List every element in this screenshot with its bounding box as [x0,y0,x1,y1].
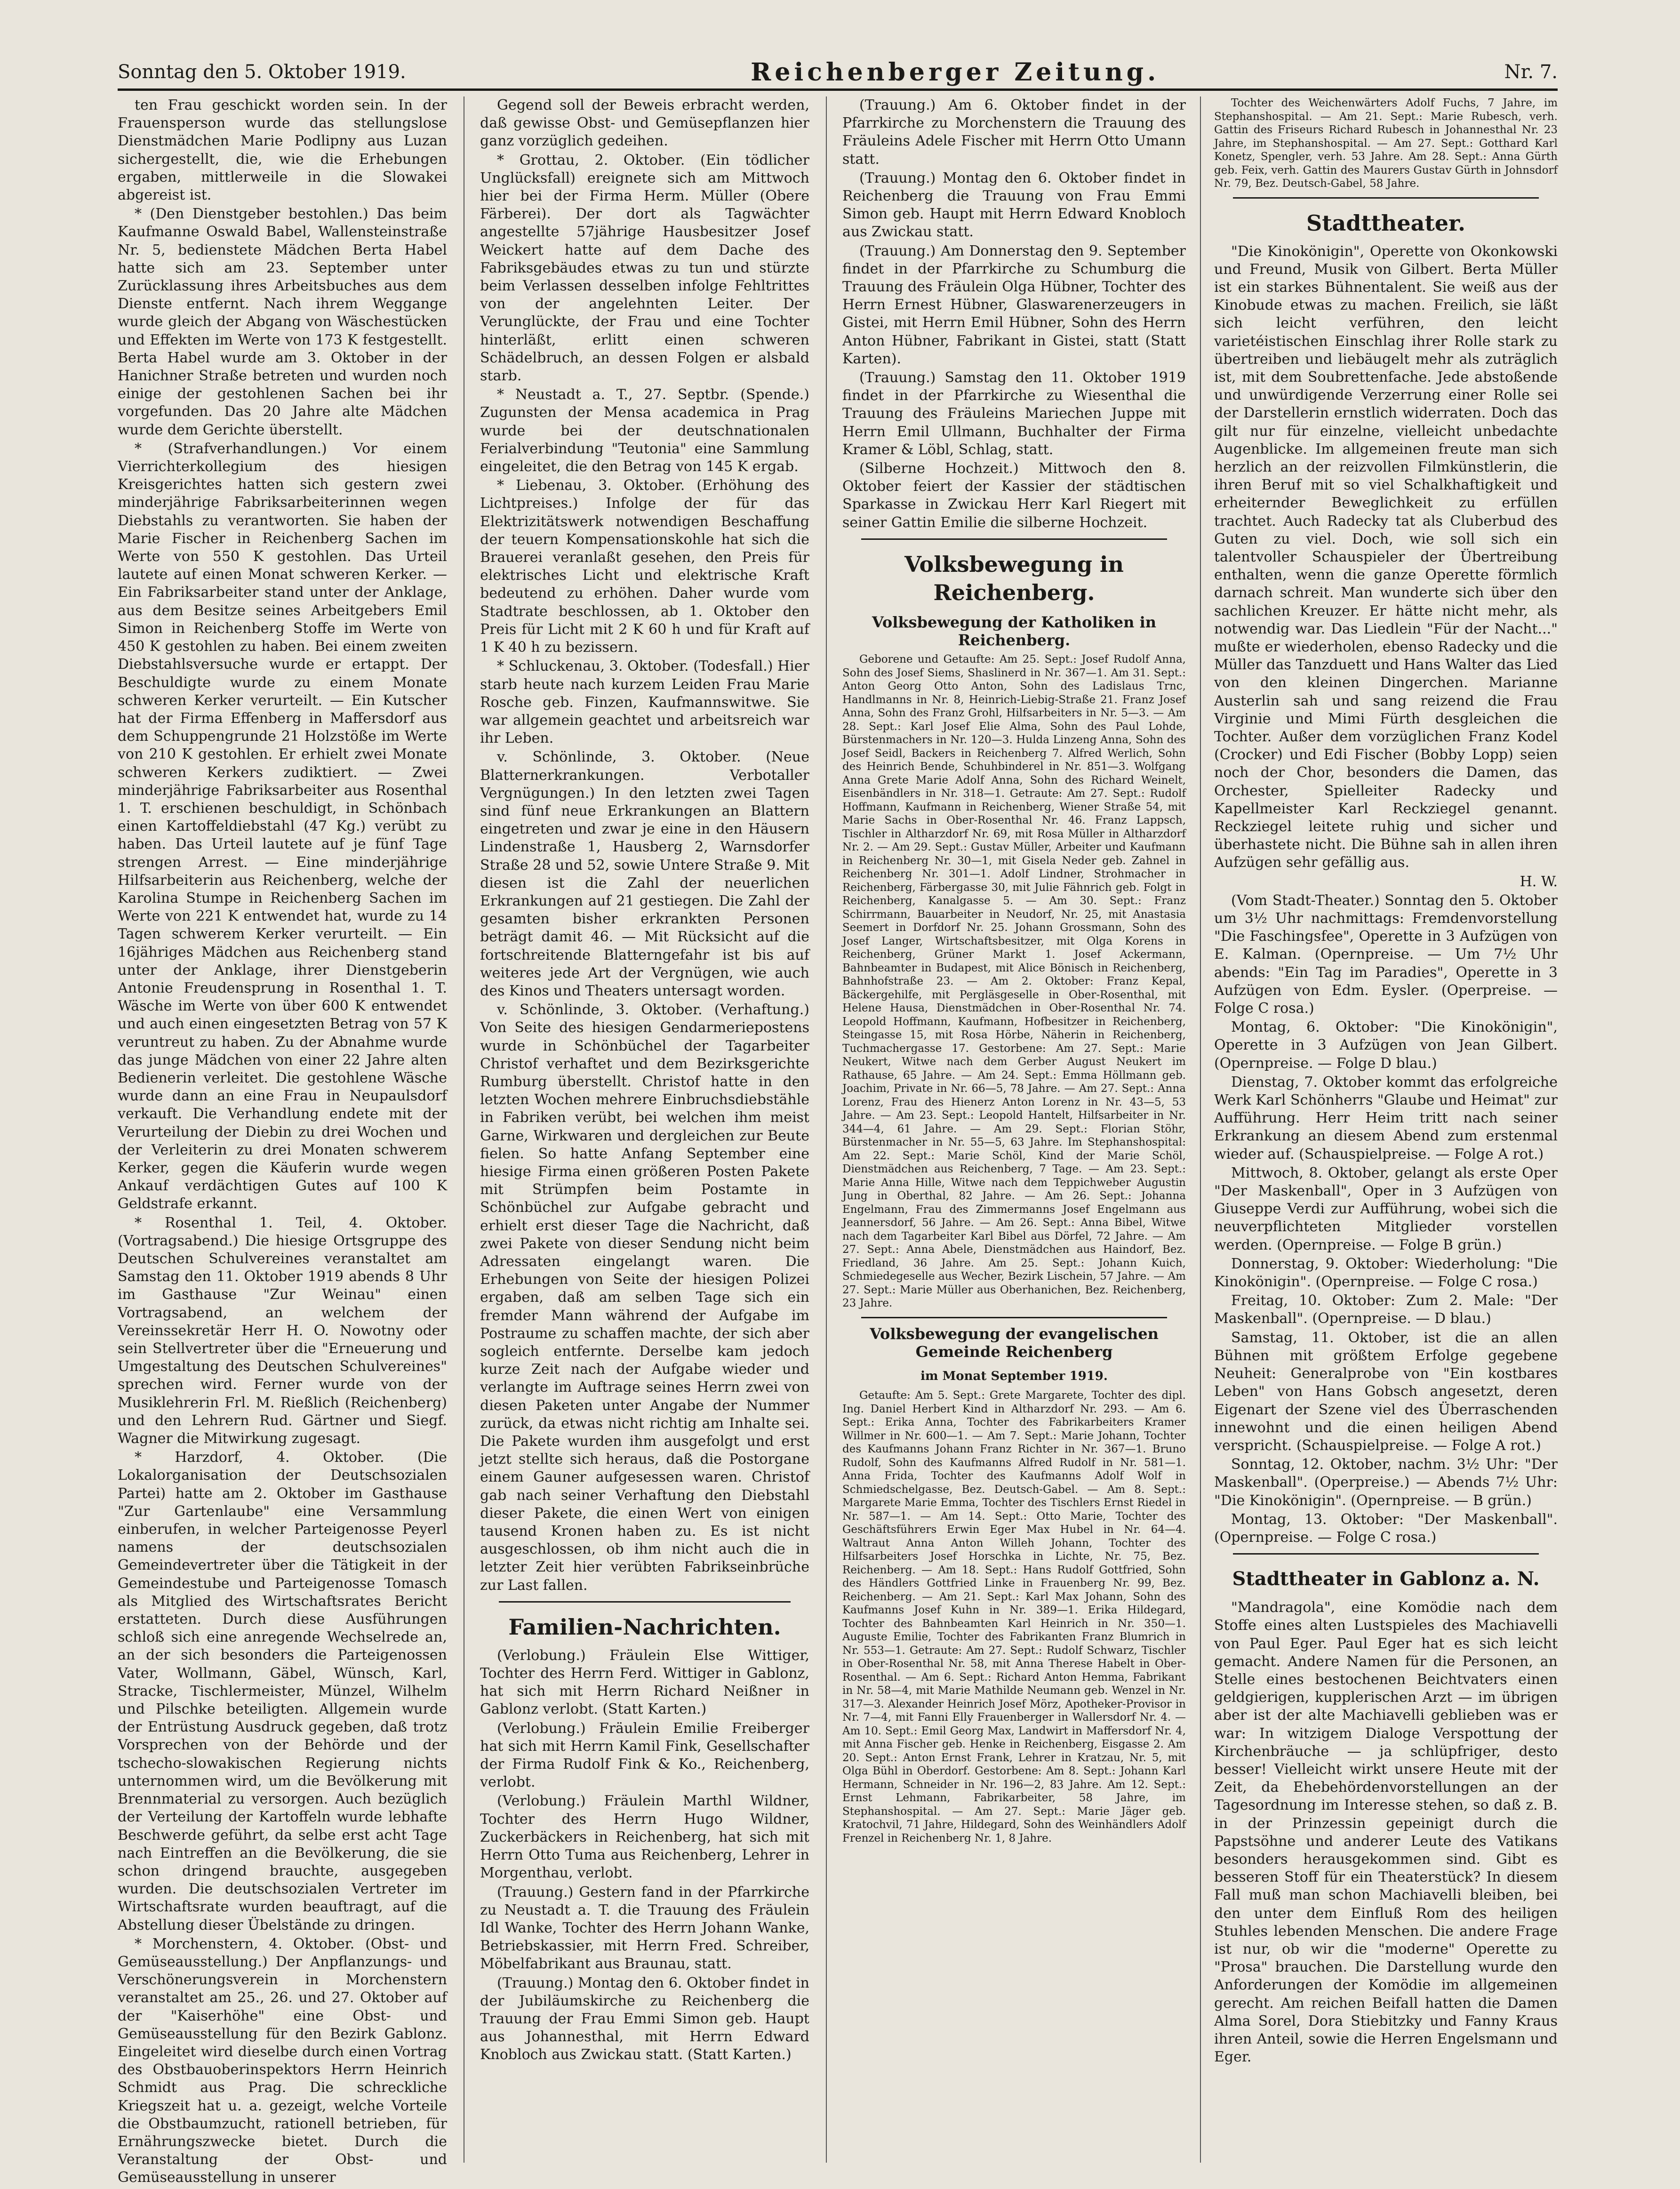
columns [118,96,1558,2186]
review-signature: H. W. [1520,873,1558,890]
theater-program-item: Dienstag, 7. Oktober kommt das erfolgreiche Werk Karl Schönherrs "Glaube und Heimat" zur Aufführung. Herr Heim tritt nach seiner Erkrankung an diesem Abend zum erstenmal wieder auf. (Schauspielpreise. — Folge A rot.) [1214,1074,1558,1163]
article-paragraph: v. Schönlinde, 3. Oktober. (Neue Blatternerkrankungen. Verbotaller Vergnügungen.) In den letzten zwei Tagen sind fünf neue Erkrankungen an Blattern eingetreten und zwar je eine in den Häusern Lindenstraße 1, Hausberg 2, Warnsdorfer Straße 28 und 52, sowie Untere Straße 9. Mit diesen ist die Zahl der neuerlichen Erkrankungen auf 21 gestiegen. Die Zahl der gesamten bisher erkrankten Personen beträgt damit 46. — Mit Rücksicht auf die fortschreitende Blatterngefahr ist bis auf weiteres jede Art der Vergnügen, wie auch des Kinos und Theaters untersagt worden. [480,749,809,999]
family-notice: (Verlobung.) Fräulein Marthl Wildner, Tochter des Herrn Hugo Wildner, Zuckerbäckers in Reichenberg, hat sich mit Herrn Otto Tuma aus Reichenberg, Lehrer in Morgenthau, verlobt. [480,1793,809,1882]
theater-program-item: Sonntag, 12. Oktober, nachm. 3½ Uhr: "Der Maskenball". (Operpreise.) — Abends 7½ Uhr: "Die Kinokönigin". (Opernpreise. — B grün.) [1214,1456,1558,1509]
article-paragraph: * Liebenau, 3. Oktober. (Erhöhung des Lichtpreises.) Infolge der für das Elektrizitätswerk notwendigen Beschaffung der teuern Kompensationskohle hat sich die Brauerei veranlaßt gesehen, den Preis für elektrisches Licht und elektrische Kraft bedeutend zu erhöhen. Daher wurde vom Stadtrate beschlossen, ab 1. Oktober den Preis für Licht mit 2 K 60 h und für Kraft auf 1 K 40 h zu bezissern. [480,477,809,656]
page-number: Nr. 7. [1504,61,1558,83]
gablonz-review: "Mandragola", eine Komödie nach dem Stoffe eines alten Lustspieles des Machiavelli von Paul Eger. Paul Eger hat es sich leicht gemacht. Andere Namen für die Personen, an Stelle eines bestochenen Beichtvaters einen geldgierigen, kupplerischen Arzt — im übrigen aber ist der alte Machiavelli geblieben was er war: In witzigem Dialoge Verspottung der Kirchenbräuche — ja schlüpfriger, desto besser! Vielleicht wirkt unsere Heute mit der Zeit, da Ehebehördenvorstellungen an der Tagesordnung im Interesse stehen, so daß z. B. in der Prinzessin gepeinigt durch die Papstsöhne und anderer Leute des Vatikans besonders herausgekommen sind. Gibt es besseren Stoff für ein Theaterstück? In diesem Fall muß man schon Machiavelli bleiben, bei den unter dem Einfluß Rom des heiligen Stuhles lebenden Menschen. Die andere Frage ist nur, ob wir die "moderne" Operette zu "Prosa" brauchen. Die Darstellung wurde den Anforderungen der Komödie im allgemeinen gerecht. Am reichen Beifall hatten die Damen Alma Sorel, Dora Stiebitzky und Fanny Kraus ihren Anteil, sowie die Herren Engelsmann und Eger. [1214,1599,1558,2066]
header-date: Sonntag den 5. Oktober 1919. [118,61,406,83]
article-paragraph: Gegend soll der Beweis erbracht werden, daß gewisse Obst- und Gemüsepflanzen hier ganz vorzüglich gedeihen. [480,97,809,150]
theater-program-item: Montag, 13. Oktober: "Der Maskenball". (Opernpreise. — Folge C rosa.) [1214,1511,1558,1546]
theater-program-item: (Vom Stadt-Theater.) Sonntag den 5. Oktober um 3½ Uhr nachmittags: Fremdenvorstellung "Die Faschingsfee", Operette in 3 Aufzügen von E. Kalman. (Opernpreise. — Um 7½ Uhr abends: "Ein Tag im Paradies", Operette in 3 Aufzügen von Edm. Eysler. (Operpreise. — Folge C rosa.) [1214,892,1558,1017]
article-paragraph: * Harzdorf, 4. Oktober. (Die Lokalorganisation der Deutschsozialen Partei) hatte am 2. Oktober im Gasthause "Zur Gartenlaube" eine Versammlung einberufen, in welcher Parteigenosse Peyerl namens der deutschsozialen Gemeindevertreter über die Tätigkeit in der Gemeindestube und Parteigenosse Tomasch als Mitglied des Wirtschaftsrates Bericht erstatteten. Durch diese Ausführungen schloß sich eine anregende Wechselrede an, an der sich besonders die Parteigenossen Vater, Wollmann, Gäbel, Wünsch, Karl, Stracke, Tischlermeister, Münzel, Wilhelm und Pilschke beteiligten. Allgemein wurde der Entrüstung Ausdruck gegeben, daß trotz Vorsprechen von der Behörde und der tschecho-slowakischen Regierung nichts unternommen wird, um die Bevölkerung mit Brennmaterial zu versorgen. Auch bezüglich der Verteilung der Kartoffeln wurde lebhafte Beschwerde geführt, da selbe erst acht Tage nach Eintreffen an die Bevölkerung, die sie schon dringend brauchte, ausgegeben wurden. Die deutschsozialen Vertreter im Wirtschaftsrate wurden beauftragt, auf die Abstellung dieser Übelstände zu dringen. [118,1449,447,1933]
evangelical-title: Volksbewegung der evangelischen Gemeinde Reichenberg [870,1324,1159,1361]
section-divider [861,1317,1167,1318]
article-paragraph: * Morchenstern, 4. Oktober. (Obst- und Gemüseausstellung.) Der Anpflanzungs- und Verschönerungsverein in Morchenstern veranstaltet am 25., 26. und 27. Oktober auf der "Kaiserhöhe" eine Obst- und Gemüseausstellung für den Bezirk Gablonz. Eingeleitet wird dieselbe durch einen Vortrag des Obstbauoberinspektors Herrn Heinrich Schmidt aus Prag. Die schreckliche Kriegszeit hat u. a. gezeigt, welche Vorteile die Obstbaumzucht, rationell betrieben, für Ernährungszwecke bietet. Durch die Veranstaltung der Obst- und Gemüseausstellung in unserer [118,1935,447,2186]
column-4 [1214,96,1558,2167]
article-paragraph: * (Strafverhandlungen.) Vor einem Vierrichterkollegium des hiesigen Kreisgerichtes hatten sich gestern zwei minderjährige Fabriksarbeiterinnen wegen Diebstahls zu verantworten. Sie haben der Marie Fischer in Reichenberg Sachen im Werte von 550 K gestohlen. Das Urteil lautete auf einen Monat schweren Kerker. — Ein Fabriksarbeiter stand unter der Anklage, aus dem Besitze seines Arbeitgebers Emil Simon in Reichenberg Stoffe im Werte von 450 K gestohlen zu haben. Bei einem zweiten Diebstahlsversuche wurde er ertappt. Der Beschuldigte wurde zu einem Monate schweren Kerker verurteilt. — Ein Kutscher hat der Firma Effenberg in Maffersdorf aus dem Schuppengrunde 21 Holzstöße im Werte von 210 K gestohlen. Er erhielt zwei Monate schweren Kerkers zudiktiert. — Zwei minderjährige Fabriksarbeiter aus Rosenthal 1. T. erschienen beschuldigt, in Schönbach einen Kartoffeldiebstahl (47 Kg.) verübt zu haben. Das Urteil lautete auf je fünf Tage strengen Arrest. — Eine minderjährige Hilfsarbeiterin aus Reichenberg, welche der Karolina Stumpe in Reichenberg Sachen im Werte von 221 K entwendet hat, wurde zu 14 Tagen schwerem Kerker verurteilt. — Ein 16jähriges Mädchen aus Reichenberg stand unter der Anklage, ihrer Dienstgeberin Antonie Freudensprung in Rosenthal 1. T. Wäsche im Werte von über 600 K entwendet und auch einen eingesetzten Betrag von 57 K veruntreut zu haben. Zu der Abnahme wurde das junge Mädchen von einer 22 Jahre alten Bedienerin verleitet. Die gestohlene Wäsche wurde dann an eine Frau in Neupaulsdorf verkauft. Die Verhandlung endete mit der Verurteilung der Diebin zu drei Wochen und der Verleiterin zu drei Monaten schwerem Kerker, gegen die Käuferin wurde wegen Ankauf verdächtigen Gutes auf 100 K Geldstrafe erkannt. [118,440,447,1212]
population-records: Geborene und Getaufte: Am 25. Sept.: Josef Rudolf Anna, Sohn des Josef Siems, Shaslinerd in Nr. 367—1. Am 31. Sept.: Anton Georg Otto Anton, Sohn des Ladislaus Trnc, Handlmanns in Nr. 8, Heinrich-Liebig-Straße 21. Franz Josef Anna, Sohn des Franz Grohl, Hilfsarbeiters in Nr. 5—3. — Am 28. Sept.: Karl Josef Elie Alma, Sohn des Paul Lohde, Bürstenmachers in Nr. 120—3. Hulda Linzeng Anna, Sohn des Josef Seidl, Backers in Reichenberg 7. Alfred Werlich, Sohn des Heinrich Bende, Schuhbinderel in Nr. 851—3. Wolfgang Anna Grete Marie Adolf Anna, Sohn des Richard Weinelt, Eisenbändlers in Nr. 318—1. Getraute: Am 27. Sept.: Rudolf Hoffmann, Kaufmann in Reichenberg, Wiener Straße 54, mit Marie Sachs in Ober-Rosenthal Nr. 46. Franz Lappsch, Tischler in Altharzdorf Nr. 69, mit Rosa Müller in Altharzdorf Nr. 2. — Am 29. Sept.: Gustav Müller, Arbeiter und Kaufmann in Reichenberg Nr. 30—1, mit Gisela Neder geb. Zahnel in Reichenberg Nr. 301—1. Adolf Lindner, Strohmacher in Reichenberg, Färbergasse 30, mit Julie Fähnrich geb. Folgt in Reichenberg, Kanalgasse 5. — Am 30. Sept.: Franz Schirrmann, Bauarbeiter in Neudorf, Nr. 25, mit Anastasia Seemert in Dorfdorf Nr. 25. Johann Grossmann, Sohn des Josef Langer, Wirtschaftsbesitzer, mit Olga Korens in Reichenberg, Grüner Markt 1. Josef Ackermann, Bahnbeamter in Budapest, mit Alice Bönisch in Reichenberg, Bahnhofstraße 23. — Am 2. Oktober: Franz Kepal, Bäckergehilfe, mit Pergläsgeselle in Ober-Rosenthal, mit Helene Hausa, Dienstmädchen in Ober-Rosenthal Nr. 74. Leopold Hoffmann, Kaufmann, Hofbesitzer in Reichenberg, Steingasse 15, mit Rosa Hörbe, Näherin in Reichenberg, Tuchmachergasse 17. Gestorbene: Am 27. Sept.: Marie Neukert, Witwe nach dem Gerber August Neukert im Rathause, 65 Jahre. — Am 24. Sept.: Emma Höllmann geb. Joachim, Private in Nr. 66—5, 78 Jahre. — Am 27. Sept.: Anna Lorenz, Frau des Hienerz Anton Lorenz in Nr. 43—5, 53 Jahre. — Am 23. Sept.: Leopold Hantelt, Hilfsarbeiter in Nr. 344—4, 61 Jahre. — Am 29. Sept.: Florian Stöhr, Bürstenmacher in Nr. 55—5, 63 Jahre. Im Stephanshospital: Am 22. Sept.: Marie Schöl, Kind der Marie Schöl, Dienstmädchen aus Reichenberg, 7 Tage. — Am 23. Sept.: Marie Anna Hille, Witwe nach dem Teppichweber Augustin Jung in Oberthal, 82 Jahre. — Am 26. Sept.: Johanna Engelmann, Frau des Zimmermanns Josef Engelmann aus Jeannersdorf, 56 Jahre. — Am 26. Sept.: Anna Bibel, Witwe nach dem Tagarbeiter Karl Bibel aus Dörfel, 72 Jahre. — Am 27. Sept.: Anna Abele, Dienstmädchen aus Haindorf, Bez. Friedland, 36 Jahre. Am 25. Sept.: Johann Kuich, Schmiedegeselle aus Wecher, Bezirk Lischein, 57 Jahre. — Am 27. Sept.: Marie Müller aus Oberhanichen, Bez. Reichenberg, 23 Jahre. [842,653,1186,1310]
article-paragraph: * (Den Dienstgeber bestohlen.) Das beim Kaufmanne Oswald Babel, Wallensteinstraße Nr. 5, bedienstete Mädchen Berta Habel hatte sich am 23. September unter Zurücklassung ihres Arbeitsbuches aus dem Dienste entfernt. Nach ihrem Weggange wurde gleich der Abgang von Wäschestücken und Effekten im Werte von 173 K festgestellt. Berta Habel wurde am 3. Oktober in der Hanichner Straße betreten und wurden noch einige der gestohlenen Sachen bei ihr vorgefunden. Das 20 Jahre alte Mädchen wurde dem Gerichte überstellt. [118,206,447,438]
column-2 [480,96,809,2167]
theater-program-item: Mittwoch, 8. Oktober, gelangt als erste Oper "Der Maskenball", Oper in 3 Aufzügen von Giuseppe Verdi zur Aufführung, wobei sich die neuverpflichteten Mitglieder vorstellen werden. (Opernpreise. — Folge B grün.) [1214,1164,1558,1253]
theater-review: "Die Kinokönigin", Operette von Okonkowski und Freund, Musik von Gilbert. Berta Müller ist ein starkes Bühnentalent. Sie weiß aus der Kinobude etwas zu machen. Freilich, sie läßt sich leicht verführen, den leicht varietéistischen Einschlag ihrer Rolle stark zu übertreiben und liebäugelt mehr als zuträglich ist, mit dem Soubrettenfache. Jede abstoßende und unwürdigende Verzerrung einer Rolle sei der Darstellerin ernstlich widerraten. Doch das gilt nur für einzelne, vielleicht unbedachte Augenblicke. Im allgemeinen freute man sich herzlich an der reizvollen Filmkünstlerin, die ihren Beruf mit so viel Schalkhaftigkeit und erheiternder Beweglichkeit zu erfüllen trachtet. Auch Radecky tat als Cluberbud des Guten zu viel. Doch, wie soll sich ein talentvoller Schauspieler der Übertreibung enthalten, wenn die ganze Operette förmlich darnach schreit. Man wunderte sich über den sachlichen Kreuzer. Er hätte nicht mehr, als notwendig war. Das Liedlein "Für der Nacht..." mußte er wiederholen, ebenso Radecky und die Müller das Tanzduett und Hans Walter das Lied von den kleinen Dingerchen. Marianne Austerlin sah und sang reizend die Frau Virginie und Mimi Fürth desgleichen die Tochter. Außer dem vorzüglichen Franz Kodel (Crocker) und Edi Fischer (Bobby Lopp) seien noch der Chor, besonders die Damen, das Orchester, Spielleiter Radecky und Kapellmeister Karl Reckziegel genannt. Reckziegel leitete ruhig und sicher und überhastete nicht. Die Bühne sah in allen ihren Aufzügen sehr gefällig aus. [1214,243,1558,871]
evangelical-records-cont: Tochter des Weichenwärters Adolf Fuchs, 7 Jahre, im Stephanshospital. — Am 21. Sept.: Marie Rubesch, verh. Gattin des Friseurs Richard Rubesch in Johannesthal Nr. 23 Jahre, im Stephanshospital. — Am 27. Sept.: Gotthard Karl Konetz, Spengler, verh. 53 Jahre. Am 28. Sept.: Anna Gürth geb. Feix, verh. Gattin des Maurers Gustav Gürth in Johnsdorf Nr. 79, Bez. Deutsch-Gabel, 58 Jahre. [1214,97,1558,190]
page-header [118,56,1558,91]
column-3 [842,96,1186,2167]
theater-program-item: Donnerstag, 9. Oktober: Wiederholung: "Die Kinokönigin". (Opernpreise. — Folge C rosa.) [1214,1255,1558,1291]
theater-title: Stadttheater. [1306,210,1465,236]
article-paragraph: * Rosenthal 1. Teil, 4. Oktober. (Vortragsabend.) Die hiesige Ortsgruppe des Deutschen Schulvereines veranstaltet am Samstag den 11. Oktober 1919 abends 8 Uhr im Gasthause "Zur Weinau" einen Vortragsabend, an welchem der Vereinssekretär Herr H. O. Nowotny oder sein Stellvertreter über die "Erneuerung und Umgestaltung des Deutschen Schulvereines" sprechen wird. Ferner wurde von der Musiklehrerin Frl. M. Rießlich (Reichenberg) und den Lehrern Rud. Gärtner und Siegf. Wagner die Mitwirkung zugesagt. [118,1214,447,1447]
family-notice: (Trauung.) Gestern fand in der Pfarrkirche zu Neustadt a. T. die Trauung des Fräulein Idl Wanke, Tochter des Herrn Johann Wanke, Betriebskassier, mit Herrn Fred. Schreiber, Möbelfabrikant aus Braunau, statt. [480,1884,809,1973]
theater-program-item: Samstag, 11. Oktober, ist die an allen Bühnen mit größtem Erfolge gegebene Neuheit: Generalprobe von "Ein kostbares Leben" von Hans Gobsch angesetzt, deren Eigenart der Szene viel des Überraschenden innewohnt und die einen heiligen Abend verspricht. (Schauspielpreise. — Folge A rot.) [1214,1329,1558,1454]
gablonz-theater-title: Stadttheater in Gablonz a. N. [1232,1568,1540,1590]
family-notice: (Verlobung.) Fräulein Emilie Freiberger hat sich mit Herrn Kamil Fink, Gesellschafter der Firma Rudolf Fink & Ko., Reichenberg, verlobt. [480,1720,809,1791]
population-title: Volksbewegung in Reichenberg. [904,551,1124,605]
evangelical-records: Getaufte: Am 5. Sept.: Grete Margarete, Tochter des dipl. Ing. Daniel Herbert Kind in Altharzdorf Nr. 293. — Am 6. Sept.: Erika Anna, Tochter des Fabrikarbeiters Kramer Willmer in Nr. 600—1. — Am 7. Sept.: Marie Johann, Tochter des Kaufmanns Johann Franz Richter in Nr. 367—1. Bruno Rudolf, Sohn des Kaufmanns Alfred Rudolf in Nr. 581—1. Anna Frida, Tochter des Kaufmanns Adolf Wolf in Schmiedschelgasse, Bez. Deutsch-Gabel. — Am 8. Sept.: Margarete Marie Emma, Tochter des Tischlers Ernst Riedel in Nr. 587—1. — Am 14. Sept.: Otto Marie, Tochter des Geschäftsführers Erwin Eger Max Hubel in Nr. 64—4. Waltraut Anna Anton Willeh Johann, Tochter des Hilfsarbeiters Josef Horschka in Lichte, Nr. 75, Bez. Reichenberg. — Am 18. Sept.: Hans Rudolf Gottfried, Sohn des Händlers Gottfried Linke in Frauenberg Nr. 99, Bez. Reichenberg. — Am 21. Sept.: Karl Max Johann, Sohn des Kaufmanns Josef Kuhn in Nr. 389—1. Erika Hildegard, Tochter des Bahnbeamten Karl Heinrich in Nr. 350—1. Auguste Emilie, Tochter des Fabrikanten Franz Blumrich in Nr. 553—1. Getraute: Am 27. Sept.: Rudolf Schwarz, Tischler in Ober-Rosenthal Nr. 58, mit Anna Therese Habelt in Ober-Rosenthal. — Am 6. Sept.: Richard Anton Hemma, Fabrikant in Nr. 58—4, mit Marie Mathilde Neumann geb. Wenzel in Nr. 317—3. Alexander Heinrich Josef Mörz, Apotheker-Provisor in Nr. 7—4, mit Fanni Elly Frauenberger in Wallersdorf Nr. 4. — Am 10. Sept.: Emil Georg Max, Landwirt in Maffersdorf Nr. 4, mit Anna Fischer geb. Henke in Reichenberg, Eisgasse 2. Am 20. Sept.: Anton Ernst Frank, Lehrer in Kratzau, Nr. 5, mit Olga Bühl in Oberdorf. Gestorbene: Am 8. Sept.: Johann Karl Hermann, Schneider in Nr. 196—2, 83 Jahre. Am 12. Sept.: Ernst Lehmann, Fabrikarbeiter, 58 Jahre, im Stephanshospital. — Am 27. Sept.: Marie Jäger geb. Kratochvil, 71 Jahre, Hildegard, Sohn des Weinhändlers Adolf Frenzel in Reichenberg Nr. 1, 8 Jahre. [842,1389,1186,1844]
family-notice: (Trauung.) Am 6. Oktober findet in der Pfarrkirche zu Morchenstern die Trauung des Fräuleins Adele Fischer mit Herrn Otto Umann statt. [842,97,1186,168]
article-paragraph: * Grottau, 2. Oktober. (Ein tödlicher Unglücksfall) ereignete sich am Mittwoch hier bei der Firma Herm. Müller (Obere Färberei). Der dort als Tagwächter angestellte 57jährige Hausbesitzer Josef Weickert hatte auf dem Dache des Fabriksgebäudes etwas zu tun und stürzte beim Verlassen desselben infolge Fehltrittes von der angelehnten Leiter. Der Verunglückte, der Frau und eine Tochter hinterläßt, erlitt einen schweren Schädelbruch, an dessen Folgen er alsbald starb. [480,152,809,385]
population-subtitle: Volksbewegung der Katholiken in Reichenberg. [872,613,1156,649]
family-notice: (Trauung.) Samstag den 11. Oktober 1919 findet in der Pfarrkirche zu Wiesenthal die Trauung des Fräuleins Mariechen Juppe mit Herrn Emil Ullmann, Buchhalter der Firma Kramer & Löbl, Schlag, statt. [842,369,1186,458]
article-paragraph: * Schluckenau, 3. Oktober. (Todesfall.) Hier starb heute nach kurzem Leiden Frau Marie Rosche geb. Finzen, Kaufmannswitwe. Sie war allgemein geachtet und arbeitsreich war ihr Leben. [480,658,809,747]
family-notice: (Verlobung.) Fräulein Else Wittiger, Tochter des Herrn Ferd. Wittiger in Gablonz, hat sich mit Herrn Richard Neißner in Gablonz verlobt. (Statt Karten.) [480,1647,809,1718]
family-notice: (Trauung.) Montag den 6. Oktober findet in der Jubiläumskirche zu Reichenberg die Trauung der Frau Emmi Simon geb. Haupt aus Johannesthal, mit Herrn Edward Knobloch aus Zwickau statt. (Statt Karten.) [480,1974,809,2063]
evangelical-month: im Monat September 1919. [920,1369,1108,1384]
section-divider [499,1601,791,1603]
theater-program-item: Montag, 6. Oktober: "Die Kinokönigin", Operette in 3 Aufzügen von Jean Gilbert. (Opernpreise. — Folge D blau.) [1214,1019,1558,1072]
family-news-title: Familien-Nachrichten. [508,1614,781,1640]
section-divider [1233,197,1539,199]
column-1 [118,96,447,2186]
family-notice: (Silberne Hochzeit.) Mittwoch den 8. Oktober feiert der Kassier der städtischen Sparkasse in Zwickau Herr Karl Riegert mit seiner Gattin Emilie die silberne Hochzeit. [842,460,1186,531]
article-paragraph: * Neustadt a. T., 27. Septbr. (Spende.) Zugunsten der Mensa academica in Prag wurde bei der deutschnationalen Ferialverbindung "Teutonia" eine Sammlung eingeleitet, die den Betrag von 145 K ergab. [480,386,809,475]
theater-program-item: Freitag, 10. Oktober: Zum 2. Male: "Der Maskenball". (Opernpreise. — D blau.) [1214,1292,1558,1327]
newspaper-title: Reichenberger Zeitung. [751,57,1160,87]
family-notice: (Trauung.) Am Donnerstag den 9. September findet in der Pfarrkirche zu Schumburg die Trauung des Fräulein Olga Hübner, Tochter des Herrn Ernest Hübner, Glaswarenerzeugers in Gistei, mit Herrn Emil Hübner, Sohn des Herrn Anton Hübner, Fabrikant in Gistei, statt (Statt Karten). [842,242,1186,367]
family-notice: (Trauung.) Montag den 6. Oktober findet in Reichenberg die Trauung von Frau Emmi Simon geb. Haupt mit Herrn Edward Knobloch aus Zwickau statt. [842,169,1186,241]
article-paragraph: v. Schönlinde, 3. Oktober. (Verhaftung.) Von Seite des hiesigen Gendarmeriepostens wurde in Schönbüchel der Tagarbeiter Christof verhaftet und dem Bezirksgerichte Rumburg überstellt. Christof hatte in den letzten Wochen mehrere Einbruchsdiebstähle in Fabriken verübt, bei welchen ihm meist Garne, Wirkwaren und dergleichen zur Beute fielen. So hatte Anfang September eine hiesige Firma einen größeren Posten Pakete mit Strümpfen beim Postamte in Schönbüchel zur Aufgabe gebracht und erhielt erst dieser Tage die Nachricht, daß zwei Pakete von dieser Sendung nicht beim Adressaten eingelangt waren. Die Erhebungen von Seite der hiesigen Polizei ergaben, daß am selben Tage sich ein fremder Mann während der Aufgabe im Postraume zu schaffen machte, der sich aber sogleich entfernte. Derselbe kam jedoch kurze Zeit nach der Aufgabe wieder und verlangte im Auftrage seines Herrn zwei von diesen Paketen unter Angabe der Nummer zurück, da etwas nicht richtig am Inhalte sei. Die Pakete wurden ihm ausgefolgt und erst jetzt stellte sich heraus, daß die Postorgane einem Gauner aufgesessen waren. Christof gab nach seiner Verhaftung den Diebstahl dieser Pakete, die einen Wert von einigen tausend Kronen haben zu. Es ist nicht ausgeschlossen, ob ihm nicht auch die in letzter Zeit hier verübten Fabrikseinbrüche zur Last fallen. [480,1002,809,1594]
section-divider [1233,1553,1539,1555]
article-paragraph: ten Frau geschickt worden sein. In der Frauensperson wurde das stellungslose Dienstmädchen Marie Podlipny aus Luzan sichergestellt, die, wie die Erhebungen ergaben, mittlerweile in die Slowakei abgereist ist. [118,97,447,204]
section-divider [861,538,1167,540]
